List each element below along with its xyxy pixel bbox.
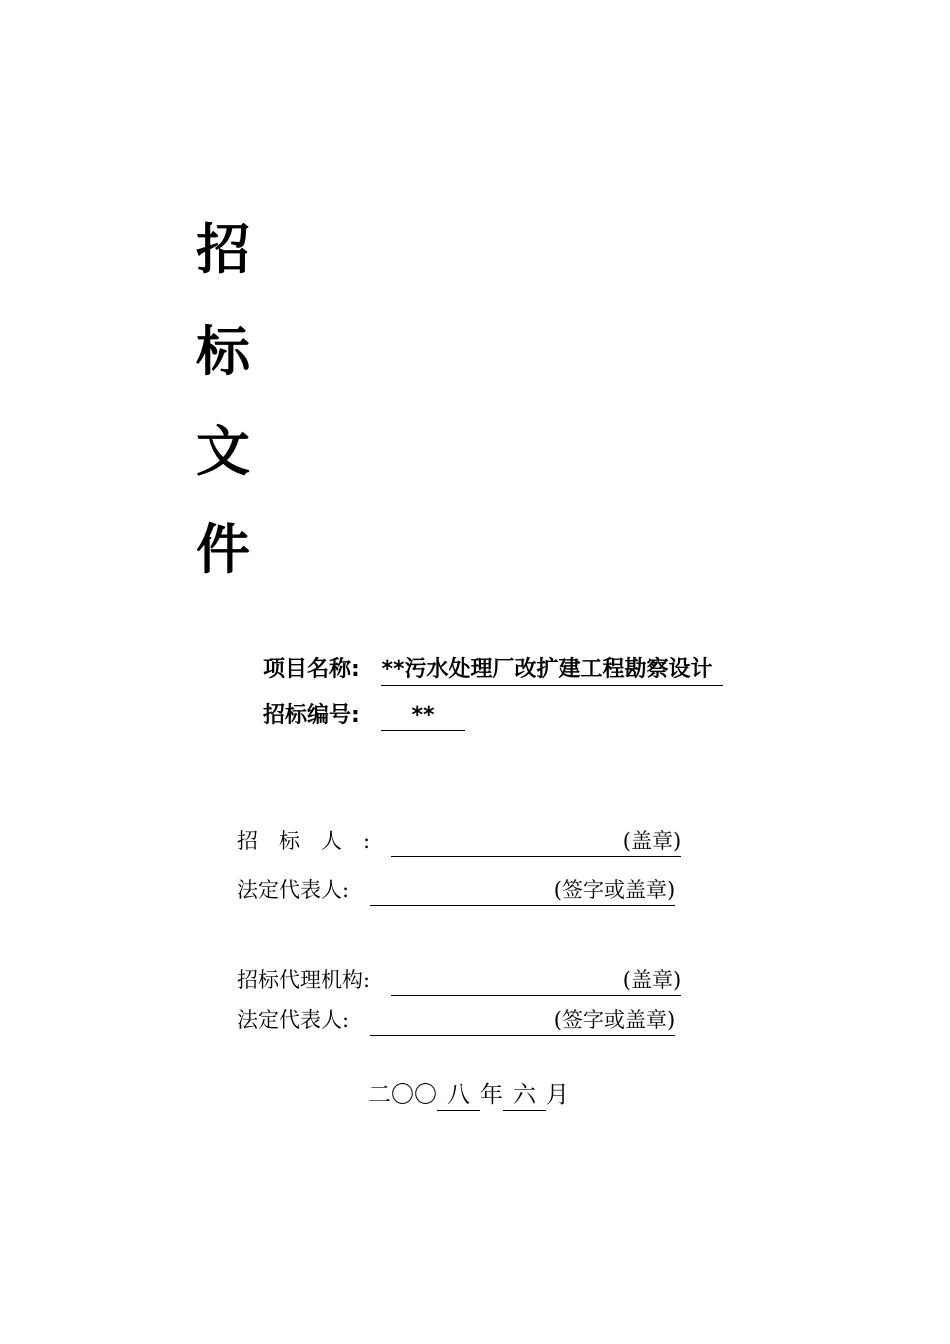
tenderer-rep-row (237, 874, 675, 906)
date-month-value: 六 (503, 1076, 546, 1111)
project-code-value: ** (381, 703, 464, 731)
tenderer-rep-label: 法定代表人: (237, 878, 350, 902)
tenderer-rep-signature-line (370, 883, 554, 906)
title-char-2: 标 (196, 320, 250, 383)
date-year-unit: 年 (480, 1082, 503, 1108)
tenderer-suffix: (盖章) (623, 825, 681, 857)
date-year-prefix: 二〇〇 (368, 1082, 437, 1108)
project-name-value: **污水处理厂改扩建工程勘察设计 (381, 652, 722, 686)
tenderer-rep-suffix: (签字或盖章) (554, 874, 675, 906)
title-char-4: 件 (196, 518, 250, 581)
date-row (368, 1076, 569, 1111)
agency-rep-signature-line (370, 1013, 554, 1036)
agency-label: 招标代理机构: (237, 968, 371, 992)
project-name-row (263, 652, 723, 686)
agency-rep-suffix: (签字或盖章) (554, 1004, 675, 1036)
agency-row (237, 964, 681, 996)
tenderer-signature-line (391, 834, 623, 857)
project-name-label: 项目名称: (263, 657, 360, 682)
project-code-label: 招标编号: (263, 703, 360, 728)
date-month-unit: 月 (546, 1082, 569, 1108)
date-year-value: 八 (437, 1076, 480, 1111)
agency-suffix: (盖章) (623, 964, 681, 996)
tenderer-label: 招 标 人 : (237, 829, 371, 853)
title-char-3: 文 (196, 420, 250, 483)
agency-rep-label: 法定代表人: (237, 1008, 350, 1032)
tenderer-row (237, 825, 681, 857)
agency-rep-row (237, 1004, 675, 1036)
title-char-1: 招 (196, 218, 250, 281)
agency-signature-line (391, 973, 623, 996)
project-code-row (263, 698, 465, 731)
